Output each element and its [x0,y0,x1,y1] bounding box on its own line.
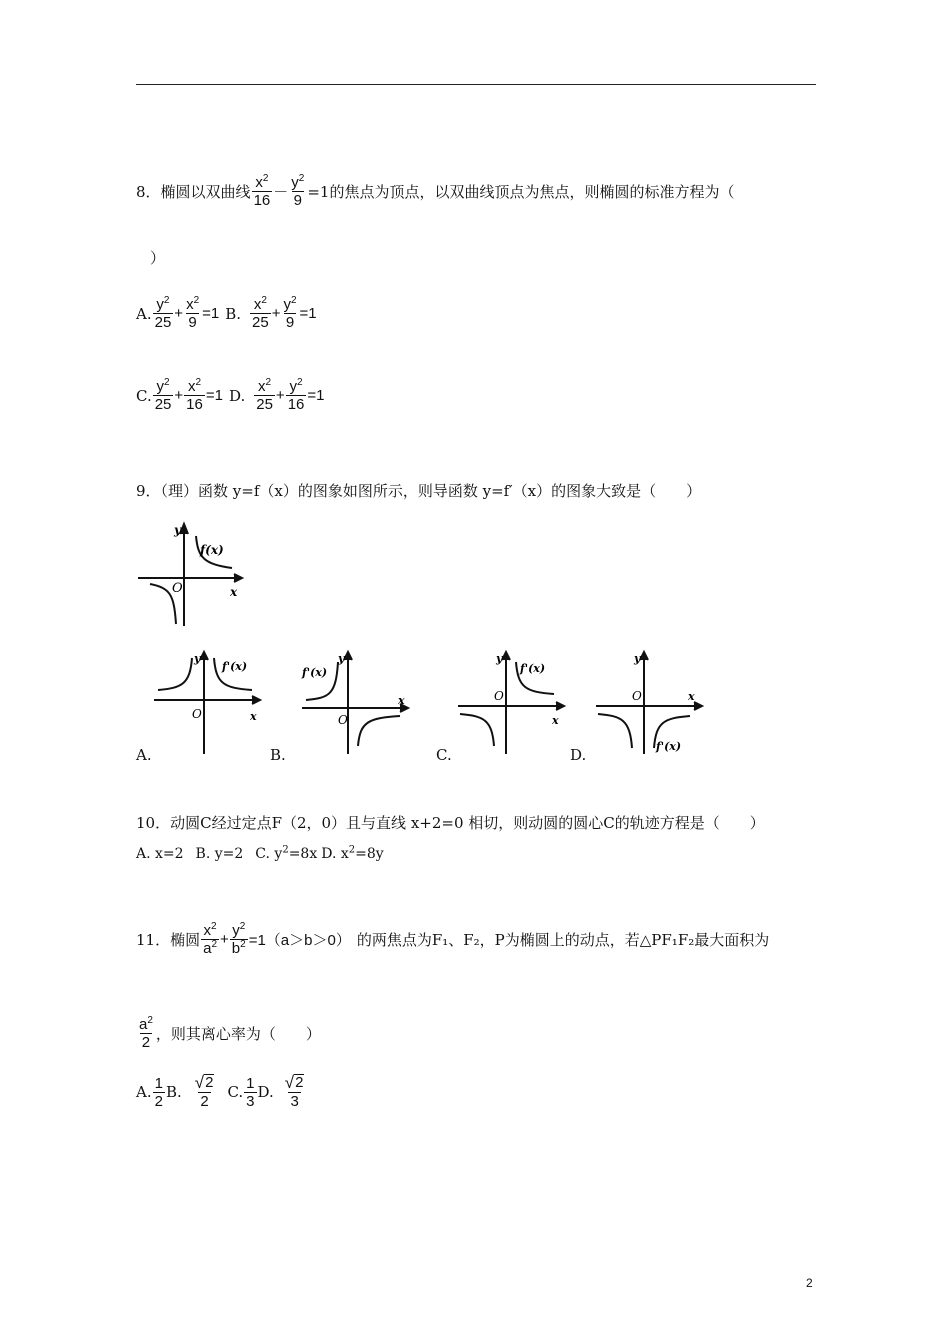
svg-text:y: y [496,652,503,665]
q8-option-b-label: B. [225,304,242,323]
q11-fraction-x: $\frac{x^2}{a^2}$ [203,921,218,957]
q11-stem: 11． 椭圆 $\frac{x^2}{a^2}$ + $\frac{y^2}{b^2}$ =1（a＞b＞0） 的两焦点为F₁、F₂，P为椭圆上的动点，若△PF₁F₂最大面积为 [136,921,770,957]
q11-area-fraction: $\frac{a^2}{2}$ [139,1015,153,1051]
q9-stem: 9．（理）函数 y=f（x）的图象如图所示，则导函数 y=f′（x）的图象大致是（ ） [136,482,702,500]
svg-text:y: y [174,523,181,537]
q9-option-a-label: A. [136,746,152,764]
svg-text:x: x [688,690,695,703]
q8-options-ab: A. $\frac{y^2}{25}$ + $\frac{x^2}{9}$ =1 B. $\frac{x^2}{25}$ + $\frac{y^2}{9}$ =1 [136,295,317,331]
q9-option-c-graph [456,648,572,756]
svg-text:O: O [172,581,183,596]
q8-fraction-x: $\frac{x^2}{16}$ [253,173,271,209]
svg-text:x: x [398,694,405,707]
svg-text:O: O [494,689,504,703]
q9-option-a-graph [152,648,268,756]
svg-text:f'(x): f'(x) [520,662,546,675]
q11-options: A. $\frac{1}{2}$ B. √ 2 2 C. $\frac{1}{3}$ D. √ 2 3 [136,1073,304,1110]
page-number: 2 [806,1276,813,1290]
svg-text:y: y [194,652,201,665]
q10-options [136,846,384,862]
svg-text:x: x [250,710,257,723]
q9-option-d-graph [594,648,710,756]
q9-main-graph [136,518,248,630]
svg-text:f(x): f(x) [200,543,224,557]
q10-stem: 10．动圆C经过定点F（2，0）且与直线 x+2=0 相切，则动圆的圆心C的轨迹方程是（ ） [136,814,765,832]
q8-text-pre: 椭圆以双曲线 [160,183,251,201]
q8-text-post: =1的焦点为顶点，以双曲线顶点为焦点，则椭圆的标准方程为（ [307,183,735,201]
svg-text:y: y [634,652,641,665]
q11-option-b-label: B. [165,1083,182,1101]
q8-options-cd: C. $\frac{y^2}{25}$ + $\frac{x^2}{16}$ =1 D. $\frac{x^2}{25}$ + $\frac{y^2}{16}$ =1 [136,377,325,413]
q8-fraction-y: $\frac{y^2}{9}$ [291,173,305,209]
q8-close-paren: ） [150,249,166,267]
q10-option-d: D. $x^2=8y$ [321,844,384,862]
q9-option-d-label: D. [570,746,587,764]
q8-option-d-label: D. [228,386,246,405]
svg-text:f'(x): f'(x) [302,666,328,679]
svg-text:O: O [338,713,348,727]
svg-text:y: y [338,652,345,665]
q11-option-d-label: D. [257,1083,274,1101]
header-rule [136,84,816,85]
svg-text:f'(x): f'(x) [656,740,682,753]
q8-minus: － [273,184,289,201]
svg-text:x: x [552,714,559,727]
q11-option-a-label: A. [136,1083,152,1101]
q8-option-a-label: A. [136,304,152,323]
q10-option-b: B. y=2 [195,846,244,862]
q9-option-b-label: B. [270,746,286,764]
svg-text:f'(x): f'(x) [222,660,248,673]
q10-option-c: C. $y^2=8x$ [255,844,318,862]
q11-fraction-y: $\frac{y^2}{b^2}$ [231,921,246,957]
svg-text:x: x [230,585,238,599]
q10-option-a: A. x=2 [136,846,184,862]
svg-text:O: O [632,689,642,703]
svg-text:O: O [192,707,202,721]
q9-option-c-label: C. [436,746,452,764]
q8-number: 8． [136,183,161,201]
q11-option-c-label: C. [227,1083,244,1101]
q8-option-c-label: C. [136,386,152,405]
q8-stem [136,174,734,209]
q9-option-b-graph [300,648,416,756]
q11-stem-cont: $\frac{a^2}{2}$ ，则其离心率为（ ） [139,1015,321,1051]
